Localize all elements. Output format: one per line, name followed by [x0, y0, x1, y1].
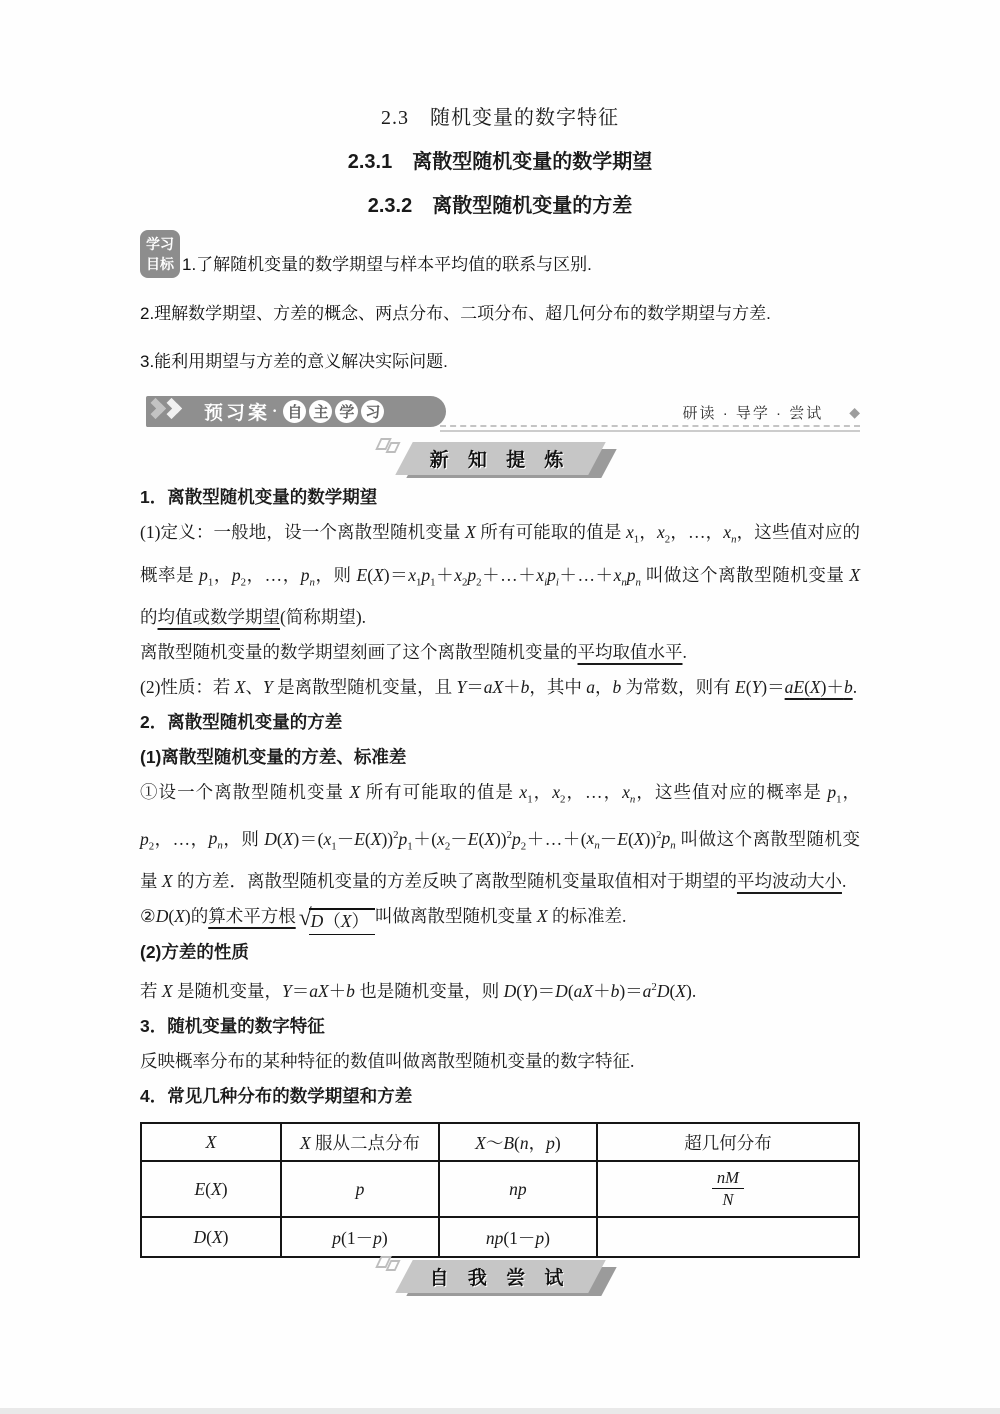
diamond-icon: ◆: [849, 404, 860, 420]
heading-common-distributions: 4．常见几种分布的数学期望和方差: [140, 1086, 413, 1107]
objective-item-1: 1.了解随机变量的数学期望与样本平均值的联系与区别.: [182, 255, 592, 274]
paragraph-expectation-note: 离散型随机变量的数学期望刻画了这个离散型随机变量的平均取值水平.: [140, 642, 687, 662]
heading-expectation: 1．离散型随机变量的数学期望: [140, 487, 378, 507]
badge-line-2: 目标: [146, 256, 174, 272]
solid-divider: [440, 430, 860, 432]
preview-banner: [140, 396, 860, 434]
decor-marks-icon: [378, 438, 398, 452]
dashed-divider: [440, 425, 860, 427]
chevron-right-icon: [161, 398, 182, 419]
subheading-variance-property: (2)方差的性质: [140, 942, 249, 963]
banner-circle-char: 主: [309, 400, 332, 423]
paragraph-definition: (1)定义：一般地，设一个离散型随机变量 X 所有可能取的值是 $x_1$，$x_2$，…，$x_n$，这些值对应的概率是 $p_1$，$p_2$，…，$p_n$，则 $E(X)=x_1p_1+x_2p_2+\dots+x_ip_i+\dots+x_np_n$ 叫做这个离散型随机变量 X 的均值或数学期望(简称期望).: [140, 522, 861, 627]
page-bottom-edge: [0, 1408, 1000, 1414]
objectives-row-1: [140, 230, 860, 278]
table-cell: $\frac{nM}{N}$: [597, 1161, 859, 1217]
new-knowledge-header-row: [140, 442, 860, 474]
paragraph-numeric-features: 反映概率分布的某种特征的数值叫做离散型随机变量的数字特征.: [140, 1051, 635, 1072]
paragraph-expectation-property: (2)性质：若 X、Y 是离散型随机变量，且 Y＝aX＋b，其中 a，b 为常数，则有 E(Y)＝aE(X)＋b.: [140, 677, 858, 697]
table-cell: np(1－p): [439, 1217, 597, 1257]
table-cell: p: [281, 1161, 439, 1217]
section-title-231: 2.3.1 离散型随机变量的数学期望: [347, 151, 653, 173]
objective-item-3: 3.能利用期望与方差的意义解决实际问题.: [140, 352, 448, 371]
learning-objectives: [140, 230, 860, 374]
table-header-two-point: X 服从二点分布: [281, 1123, 439, 1161]
subheading-variance-std: (1)离散型随机变量的方差、标准差: [140, 747, 407, 767]
paragraph-standard-deviation: ②D(X)的算术平方根 √ D（X） 叫做离散型随机变量 X 的标准差.: [140, 899, 860, 936]
table-cell: D(X): [141, 1217, 281, 1257]
banner-right-text: 研读 · 导学 · 尝试: [682, 405, 824, 422]
table-cell: p(1－p): [281, 1217, 439, 1257]
table-cell: E(X): [141, 1161, 281, 1217]
flag-title: 新 知 提 炼: [429, 450, 571, 471]
preview-banner-bar: [146, 396, 446, 427]
flag-title: 自 我 尝 试: [429, 1268, 571, 1290]
banner-label: 预习案: [204, 403, 271, 424]
banner-circle-char: 自: [283, 400, 306, 423]
learning-goal-badge: [140, 230, 180, 278]
new-knowledge-header: [404, 442, 597, 475]
decor-marks-icon: [378, 1256, 398, 1270]
heading-numeric-features: 3．随机变量的数字特征: [140, 1016, 325, 1037]
banner-circle-char: 习: [361, 400, 384, 423]
objective-item-2: 2.理解数学期望、方差的概念、两点分布、二项分布、超几何分布的数学期望与方差.: [140, 304, 771, 323]
banner-circle-char: 学: [335, 400, 358, 423]
self-try-header-row: [140, 1260, 860, 1292]
table-header-row: [141, 1123, 859, 1161]
table-header-x: X: [141, 1123, 281, 1161]
banner-separator: ·: [272, 402, 278, 420]
section-title-232: 2.3.2 离散型随机变量的方差: [367, 195, 633, 217]
self-try-header: [404, 1260, 597, 1293]
banner-right-caption: [683, 402, 860, 423]
table-header-binomial: X～B(n，p): [439, 1123, 597, 1161]
page-title: 2.3 随机变量的数字特征: [381, 107, 619, 129]
body-content: [140, 480, 860, 1114]
badge-line-1: 学习: [146, 235, 174, 252]
table-cell: [597, 1217, 859, 1257]
table-row-variance: [141, 1217, 859, 1257]
distribution-table: [140, 1122, 860, 1258]
table-cell: np: [439, 1161, 597, 1217]
paragraph-variance-property: 若 X 是随机变量，Y＝aX＋b 也是随机变量，则 $D(Y)=D(aX+b)=a^2D(X)$.: [140, 981, 697, 1002]
heading-variance: 2．离散型随机变量的方差: [140, 712, 343, 732]
table-header-hypergeometric: 超几何分布: [597, 1123, 859, 1161]
paragraph-variance-definition: ①设一个离散型随机变量 X 所有可能取的值是 $x_1$，$x_2$，…，$x_n$，这些值对应的概率是 $p_1$，$p_2$，…，$p_n$，则 $D(X)=(x_1-E(X))^2p_1+(x_2-E(X))^2p_2+\dots+(x_n-E(X))^2p_n$ 叫做这个离散型随机变量 X 的方差．离散型随机变量的方差反映了离散型随机变量取值相对于期望的平均波动大小.: [140, 782, 861, 891]
table-row-expectation: [141, 1161, 859, 1217]
